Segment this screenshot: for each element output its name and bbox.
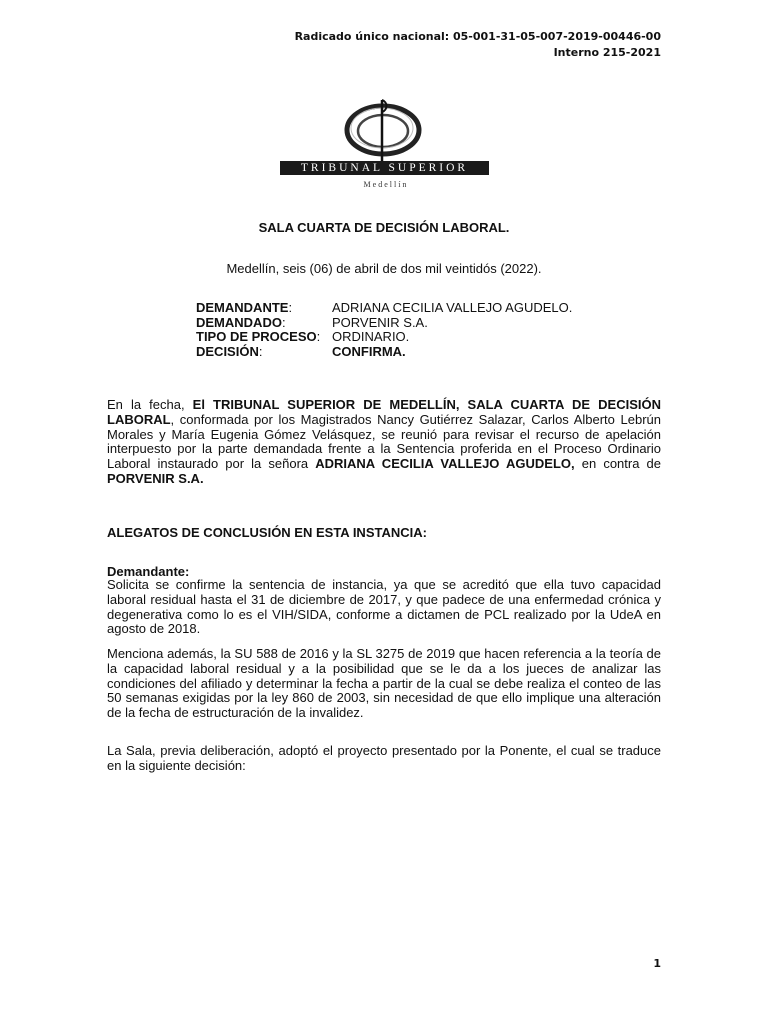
intro-paragraph: En la fecha, El TRIBUNAL SUPERIOR DE MEDELLÍN, SALA CUARTA DE DECISIÓN LABORAL, conformada por los Magistrados Nancy Gutiérrez Salazar, Carlos Alberto Lebrún Morales y María Eugenia Gómez Velásquez, se reunió para revisar el recurso de apelación interpuesto por la parte demandada frente a la Sentencia proferida en el Proceso Ordinario Laboral instaurado por la señora ADRIANA CECILIA VALLEJO AGUDELO, en contra de PORVENIR S.A. [107, 397, 662, 486]
party-value: ORDINARIO. [332, 329, 410, 344]
logo-title: TRIBUNAL SUPERIOR [300, 162, 469, 174]
page-number: 1 [653, 957, 661, 970]
tribunal-logo [278, 92, 494, 200]
party-value: PORVENIR S.A. [332, 314, 428, 330]
party-value: CONFIRMA. [332, 343, 406, 359]
defendant-name: PORVENIR S.A. [107, 470, 204, 486]
party-row-decision: DECISIÓN: CONFIRMA. [196, 345, 572, 360]
sala-title: SALA CUARTA DE DECISIÓN LABORAL. [258, 220, 510, 235]
date-line: Medellín, seis (06) de abril de dos mil veintidós (2022). [226, 261, 542, 276]
party-row-demandante: DEMANDANTE: ADRIANA CECILIA VALLEJO AGUDELO. [196, 300, 573, 315]
party-label: TIPO DE PROCESO [196, 329, 317, 344]
demandante-heading: Demandante: [107, 564, 190, 579]
tribunal-name: El TRIBUNAL SUPERIOR DE MEDELLÍN, SALA CUARTA DE DECISIÓN LABORAL [107, 397, 661, 427]
party-row-tipo-proceso: TIPO DE PROCESO: ORDINARIO. [196, 330, 572, 345]
logo-city: Medellín [363, 180, 409, 189]
plaintiff-name: ADRIANA CECILIA VALLEJO AGUDELO, [315, 456, 575, 472]
decision-paragraph: La Sala, previa deliberación, adoptó el proyecto presentado por la Ponente, el cual se traduce en la siguiente decisión: [107, 743, 661, 773]
demandante-paragraph-1: Solicita se confirme la sentencia de instancia, ya que se acreditó que ella tuvo capacidad laboral residual hasta el 31 de diciembre de 2017, y que padece de una enfermedad crónica y degenerativa como lo es el VIH/SIDA, conforme a dictamen de PCL realizado por la UdeA en agosto de 2018. [107, 577, 661, 637]
parties-table [196, 301, 572, 359]
document-header [295, 29, 661, 61]
party-value: ADRIANA CECILIA VALLEJO AGUDELO. [332, 300, 573, 315]
demandante-paragraph-2: Menciona además, la SU 588 de 2016 y la SL 3275 de 2019 que hacen referencia a la teoría de la capacidad laboral residual y a la posibilidad que se le da a los jueces de analizar las condiciones del afiliado y determinar la fecha a partir de la cual se debe realiza el conteo de las 50 semanas exigidas por la ley 860 de 2003, sin necesidad de que ello implique una alteración de la fecha de estructuración de la invalidez. [107, 646, 661, 721]
party-label: DECISIÓN [196, 343, 259, 359]
radicado-number: Radicado único nacional: 05-001-31-05-007-2019-00446-00 [294, 30, 661, 43]
party-row-demandado: DEMANDADO: PORVENIR S.A. [196, 316, 572, 331]
interno-number: Interno 215-2021 [553, 46, 661, 59]
party-label: DEMANDANTE [196, 300, 289, 315]
alegatos-title: ALEGATOS DE CONCLUSIÓN EN ESTA INSTANCIA: [107, 525, 427, 540]
party-label: DEMANDADO [196, 314, 282, 330]
